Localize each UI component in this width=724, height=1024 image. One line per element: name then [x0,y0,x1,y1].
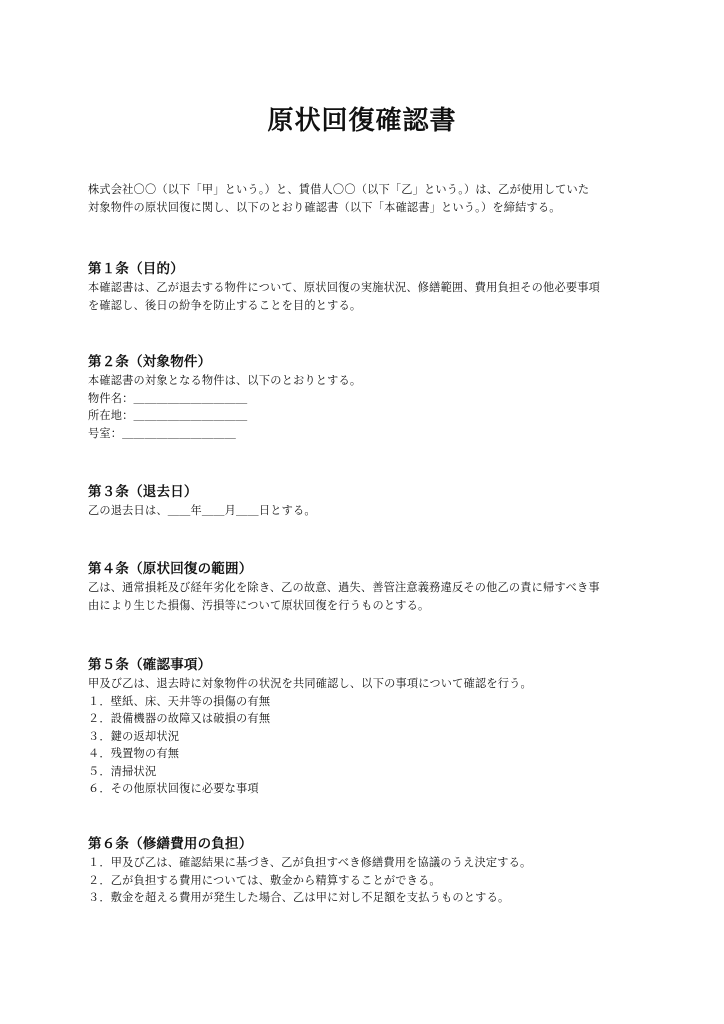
intro-paragraph [88,181,648,217]
article-5-check-items [88,655,648,798]
article-6-repair-cost [88,834,648,907]
list-item: １．甲及び乙は、確認結果に基づき、乙が負担すべき修繕費用を協議のうえ決定する。 [88,856,532,869]
list-item: ４．残置物の有無 [88,747,180,760]
article-4-restoration-scope [88,559,648,614]
article-1-purpose [88,259,648,314]
article-line: 本確認書の対象となる物件は、以下のとおりとする。 [88,374,362,387]
article-line: 本確認書は、乙が退去する物件について、原状回復の実施状況、修繕範囲、費用負担その他必要事項 [88,281,600,294]
list-item: ２．乙が負担する費用については、敷金から精算することができる。 [88,873,441,887]
list-item: ３．敷金を超える費用が発生した場合、乙は甲に対し不足額を支払うものとする。 [88,891,510,904]
room-number-field: 号室：＿＿＿＿＿＿＿＿＿＿ [88,426,237,440]
property-name-field: 物件名：＿＿＿＿＿＿＿＿＿＿ [88,391,248,405]
document-title: 原状回復確認書 [267,106,457,136]
moveout-date-line: 乙の退去日は、＿＿年＿＿月＿＿日とする。 [88,504,316,517]
article-heading: 第１条（目的） [88,261,184,277]
article-heading: 第３条（退去日） [88,484,198,500]
article-heading: 第６条（修繕費用の負担） [88,836,253,852]
article-line: を確認し、後日の紛争を防止することを目的とする。 [88,298,362,312]
article-heading: 第４条（原状回復の範囲） [88,561,253,577]
list-item: １．壁紙、床、天井等の損傷の有無 [88,694,271,708]
list-item: ３．鍵の返却状況 [88,729,180,743]
article-line: 由により生じた損傷、汚損等について原状回復を行うものとする。 [88,598,430,612]
check-items-list [88,693,648,798]
repair-cost-list [88,854,648,907]
article-heading: 第２条（対象物件） [88,354,212,370]
article-line: 乙は、通常損耗及び経年劣化を除き、乙の故意、過失、善管注意義務違反その他乙の責に帰すべき事 [88,581,600,594]
list-item: ２．設備機器の故障又は破損の有無 [88,712,271,725]
list-item: ５．清掃状況 [88,764,157,778]
article-2-target-property [88,352,648,442]
article-heading: 第５条（確認事項） [88,657,212,673]
intro-line: 対象物件の原状回復に関し、以下のとおり確認書（以下「本確認書」という。）を締結する。 [88,201,561,214]
article-3-moveout-date [88,482,648,520]
property-address-field: 所在地：＿＿＿＿＿＿＿＿＿＿ [88,409,248,422]
list-item: ６．その他原状回復に必要な事項 [88,782,259,795]
intro-line: 株式会社〇〇（以下「甲」という。）と、賃借人〇〇（以下「乙」という。）は、乙が使用していた [88,183,590,196]
article-line: 甲及び乙は、退去時に対象物件の状況を共同確認し、以下の事項について確認を行う。 [88,677,532,690]
